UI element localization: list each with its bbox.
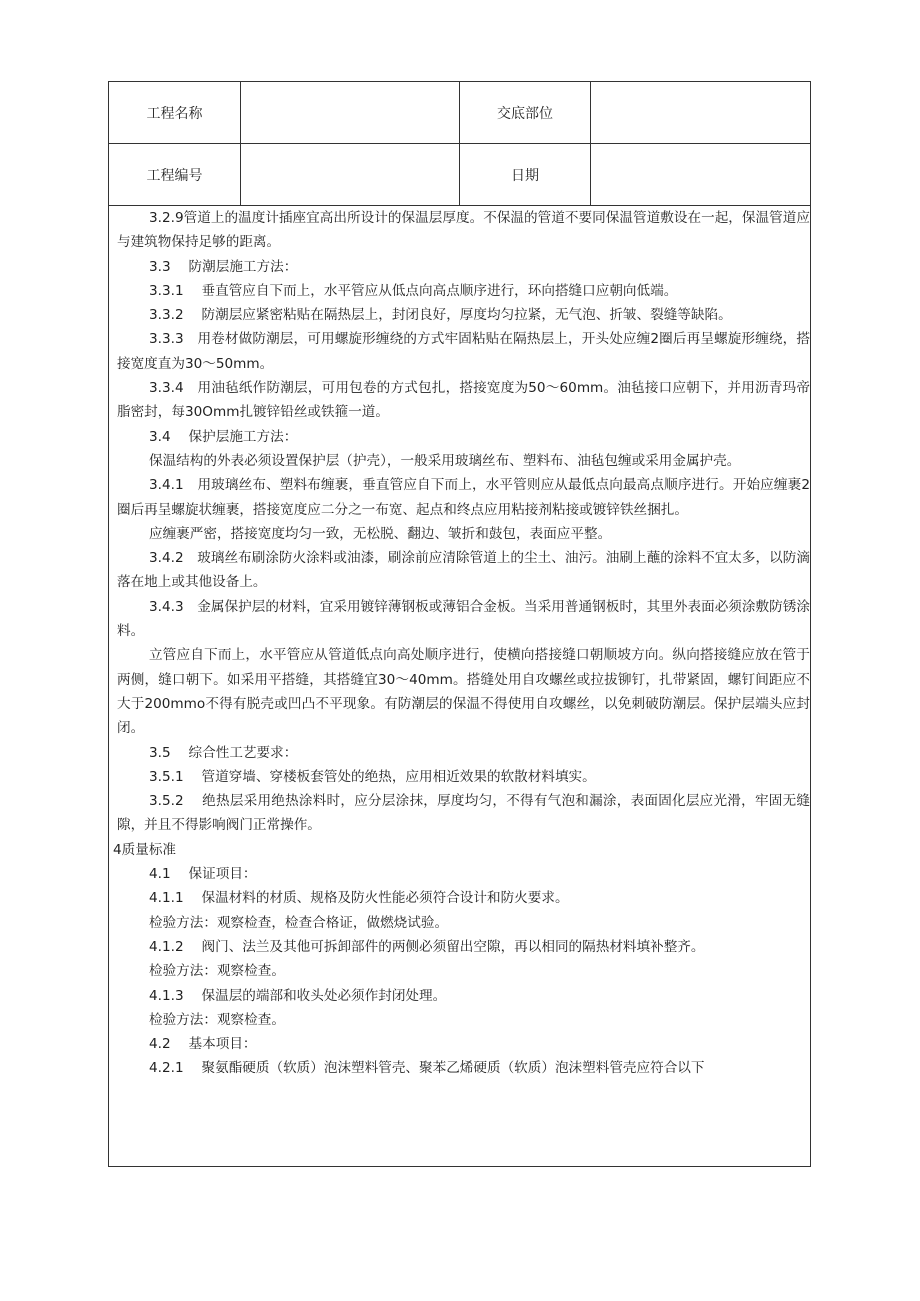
paragraph: 3.5.2 绝热层采用绝热涂料时，应分层涂抹，厚度均匀，不得有气泡和漏涂，表面固化层应光滑，牢固无缝隙，并且不得影响阀门正常操作。 [117,793,810,834]
paragraph: 4.1.1 保温材料的材质、规格及防火性能必须符合设计和防火要求。 [149,890,569,907]
paragraph: 3.3.3 用卷材做防潮层，可用螺旋形缠绕的方式牢固粘贴在隔热层上，开头处应缠2圈后再呈螺旋形缠绕，搭接宽度直为30～50mm。 [117,331,810,372]
paragraph: 4.1.2 阀门、法兰及其他可拆卸部件的两侧必须留出空隙，再以相同的隔热材料填补整齐。 [149,938,705,955]
content-body [109,206,810,1081]
paragraph: 3.4.3 金属保护层的材料，宜采用镀锌薄钢板或薄铝合金板。当采用普通钢板时，其里外表面必须涂敷防锈涂料。 [117,598,810,640]
paragraph: 3.2.9管道上的温度计插座宜高出所设计的保温层厚度。不保温的管道不要同保温管道敷设在一起，保温管道应与建筑物保持足够的距离。 [117,210,810,251]
paragraph: 应缠裹严密，搭接宽度均匀一致，无松脱、翻边、皱折和鼓包，表面应平整。 [149,525,612,542]
date-value [591,144,810,205]
disclosure-form [108,81,811,1167]
paragraph: 检验方法：观察检查。 [149,963,285,980]
date-label: 日期 [460,144,591,205]
paragraph: 检验方法：观察检查，检查合格证，做燃烧试验。 [149,914,449,931]
paragraph: 3.4 保护层施工方法： [149,428,298,445]
paragraph: 3.3.4 用油毡纸作防潮层，可用包卷的方式包扎，搭接宽度为50～60mm。油毡接口应朝下，并用沥青玛帝脂密封，每30Omm扎镀锌铅丝或铁箍一道。 [117,380,810,421]
paragraph: 3.3 防潮层施工方法： [149,258,298,275]
project-name-label: 工程名称 [109,82,241,143]
header-row-2 [109,144,810,206]
paragraph: 4.2.1 聚氨酯硬质（软质）泡沫塑料管壳、聚苯乙烯硬质（软质）泡沫塑料管壳应符合以下 [149,1060,705,1077]
paragraph: 立管应自下而上，水平管应从管道低点向高处顺序进行，使横向搭接缝口朝顺坡方向。纵向搭接缝应放在管于两侧，缝口朝下。如采用平搭缝，其搭缝宜30～40mm。搭缝处用自攻螺丝或拉拔铆钉，扎带紧固，螺钉间距应不大于200mmo不得有脱壳或凹凸不平现象。有防潮层的保温不得使用自攻螺丝，以免刺破防潮层。保护层端头应封闭。 [117,647,810,737]
header-row-1 [109,82,810,144]
paragraph: 4.2 基本项目： [149,1036,257,1053]
paragraph: 保温结构的外表必须设置保护层（护壳），一般采用玻璃丝布、塑料布、油毡包缠或采用金属护壳。 [149,452,741,469]
paragraph: 4.1.3 保温层的端部和收头处必须作封闭处理。 [149,987,447,1004]
paragraph: 3.5 综合性工艺要求： [149,744,298,761]
paragraph: 3.5.1 管道穿墙、穿楼板套管处的绝热，应用相近效果的软散材料填实。 [149,768,596,785]
paragraph: 3.4.2 玻璃丝布刷涂防火涂料或油漆，刷涂前应清除管道上的尘土、油污。油刷上蘸的涂料不宜太多，以防滴落在地上或其他设备上。 [117,550,810,591]
project-no-label: 工程编号 [109,144,241,205]
paragraph: 检验方法：观察检查。 [149,1011,285,1028]
paragraph: 3.3.1 垂直管应自下而上，水平管应从低点向高点顺序进行，环向搭缝口应朝向低端。 [149,282,678,299]
section-label: 交底部位 [460,82,591,143]
paragraph: 3.4.1 用玻璃丝布、塑料布缠裹，垂直管应自下而上，水平管则应从最低点向最高点顺序进行。开始应缠裹2圈后再呈螺旋状缠裹，搭接宽度应二分之一布宽、起点和终点应用粘接剂粘接或镀锌铁丝捆扎。 [117,477,810,518]
project-name-value [241,82,460,143]
paragraph: 4质量标准 [113,841,177,858]
project-no-value [241,144,460,205]
section-value [591,82,810,143]
paragraph: 3.3.2 防潮层应紧密粘贴在隔热层上，封闭良好，厚度均匀拉紧，无气泡、折皱、裂缝等缺陷。 [149,307,732,324]
paragraph: 4.1 保证项目： [149,866,257,883]
